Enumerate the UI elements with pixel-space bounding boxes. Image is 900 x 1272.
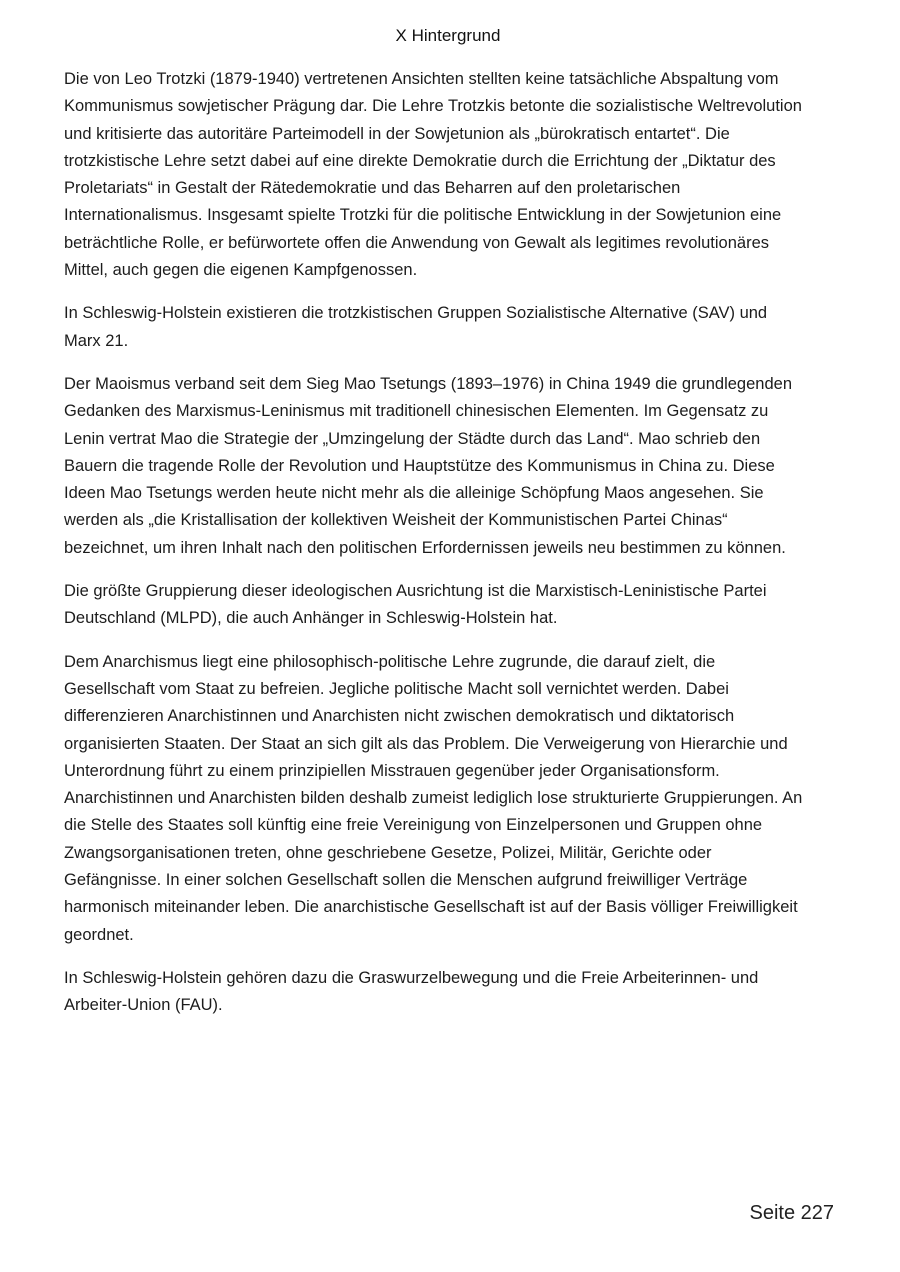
paragraph-trotzkismus-sh: In Schleswig-Holstein existieren die trotzkistischen Gruppen Sozialistische Alternative (SAV) und Marx 21. bbox=[64, 304, 768, 350]
paragraph-anarchismus: Dem Anarchismus liegt eine philosophisch-politische Lehre zugrunde, die darauf zielt, die Gesellschaft vom Staat zu befreien. Jegliche politische Macht soll vernichtet werden. Dabei differenzieren Anarchistinnen und Anarchisten nicht zwischen demokratisch und diktatorisch organisierten Staaten. Der Staat an sich gilt als das Problem. Die Verweigerung von Hierarchie und Unterordnung führt zu einem prinzipiellen Misstrauen gegenüber jeder Organisationsform. Anarchistinnen und Anarchisten bilden deshalb zumeist lediglich lose strukturierte Gruppierungen. An die Stelle des Staates soll künftig eine freie Vereinigung von Einzelpersonen und Gruppen ohne Zwangsorganisationen treten, ohne geschriebene Gesetze, Polizei, Militär, Gerichte oder Gefängnisse. In einer solchen Gesellschaft sollen die Menschen aufgrund freiwilliger Verträge harmonisch miteinander leben. Die anarchistische Gesellschaft ist auf der Basis völliger Freiwilligkeit geordnet. bbox=[64, 652, 803, 944]
page-number: Seite 227 bbox=[749, 1202, 834, 1224]
section-header: X Hintergrund bbox=[395, 26, 501, 45]
paragraph-maoismus: Der Maoismus verband seit dem Sieg Mao Tsetungs (1893–1976) in China 1949 die grundlegenden Gedanken des Marxismus-Leninismus mit traditionell chinesischen Elementen. Im Gegensatz zu Lenin vertrat Mao die Strategie der „Umzingelung der Städte durch das Land“. Mao schrieb den Bauern die tragende Rolle der Revolution und Hauptstütze des Kommunismus in China zu. Diese Ideen Mao Tsetungs werden heute nicht mehr als die alleinige Schöpfung Maos angesehen. Sie werden als „die Kristallisation der kollektiven Weisheit der Kommunistischen Partei Chinas“ bezeichnet, um ihren Inhalt nach den politischen Erfordernissen jeweils neu bestimmen zu können. bbox=[64, 374, 792, 557]
paragraph-mlpd: Die größte Gruppierung dieser ideologischen Ausrichtung ist die Marxistisch-Leninistische Partei Deutschland (MLPD), die auch Anhänger in Schleswig-Holstein hat. bbox=[64, 582, 767, 628]
paragraph-anarchismus-sh: In Schleswig-Holstein gehören dazu die Graswurzelbewegung und die Freie Arbeiterinnen- und Arbeiter-Union (FAU). bbox=[64, 968, 759, 1015]
paragraph-trotzkismus: Die von Leo Trotzki (1879-1940) vertretenen Ansichten stellten keine tatsächliche Abspaltung vom Kommunismus sowjetischer Prägung dar. Die Lehre Trotzkis betonte die sozialistische Weltrevolution und kritisierte das autoritäre Parteimodell in der Sowjetunion als „bürokratisch entartet“. Die trotzkistische Lehre setzt dabei auf eine direkte Demokratie durch die Errichtung der „Diktatur des Proletariats“ in Gestalt der Rätedemokratie und das Beharren auf den proletarischen Internationalismus. Insgesamt spielte Trotzki für die politische Entwicklung in der Sowjetunion eine beträchtliche Rolle, er befürwortete offen die Anwendung von Gewalt als legitimes revolutionäres Mittel, auch gegen die eigenen Kampfgenossen. bbox=[64, 70, 802, 280]
body-text bbox=[64, 66, 804, 1036]
